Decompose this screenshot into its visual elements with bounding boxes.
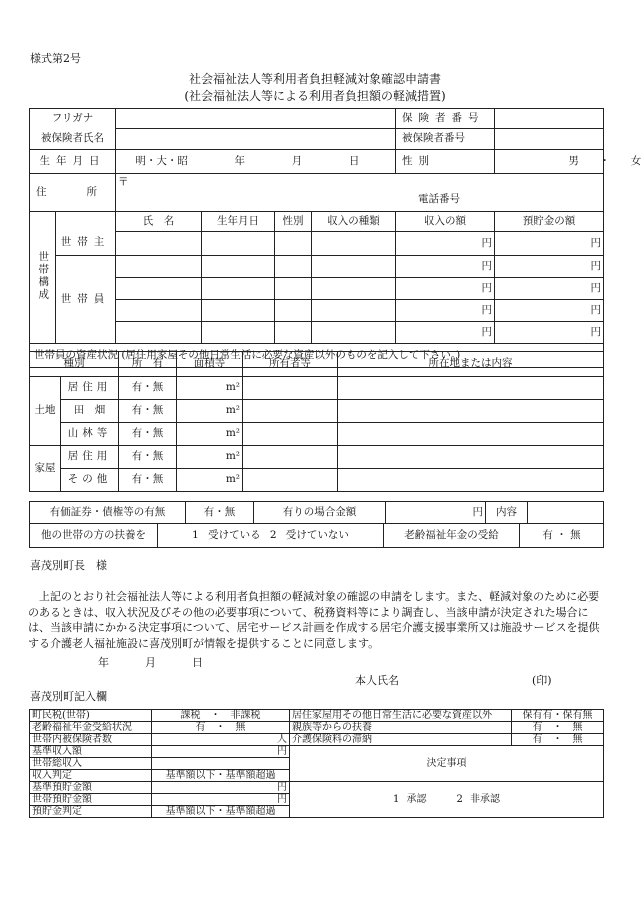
pension-options[interactable]: 有 ・ 無 xyxy=(520,524,604,548)
household-cell[interactable] xyxy=(202,278,275,300)
town-value[interactable]: 人 xyxy=(152,734,290,746)
household-header-savings: 預貯金の額 xyxy=(495,212,604,232)
household-cell[interactable] xyxy=(116,300,202,322)
address-label: 住所 xyxy=(30,174,116,212)
area-input[interactable]: m² xyxy=(177,469,243,492)
insured-number-label: 被保険者番号 xyxy=(396,129,495,150)
household-cell[interactable] xyxy=(275,232,312,256)
town-table xyxy=(29,709,604,818)
area-input[interactable]: m² xyxy=(177,400,243,423)
pension-label: 老齢福祉年金の受給 xyxy=(384,524,520,548)
household-cell[interactable] xyxy=(275,256,312,278)
household-head-label: 世帯主 xyxy=(56,232,116,256)
seal-mark: (印) xyxy=(532,674,552,687)
dob-label: 生年月日 xyxy=(30,150,116,174)
town-value2[interactable]: 保有有・保有無 xyxy=(512,710,604,722)
owner-input[interactable] xyxy=(243,400,338,423)
insured-number-input[interactable] xyxy=(495,129,604,150)
town-value[interactable]: 円 xyxy=(152,746,290,758)
area-input[interactable]: m² xyxy=(177,423,243,446)
securities-table xyxy=(29,501,604,524)
town-value2[interactable]: 有 ・ 無 xyxy=(512,734,604,746)
savings-yen[interactable]: 円 xyxy=(495,278,604,300)
securities-amount-label: 有りの場合金額 xyxy=(254,502,386,524)
household-cell[interactable] xyxy=(312,256,396,278)
household-cell[interactable] xyxy=(202,322,275,344)
town-label: 基準預貯金額 xyxy=(30,782,152,794)
address-input[interactable] xyxy=(116,174,604,212)
household-cell[interactable] xyxy=(312,322,396,344)
town-value[interactable]: 基準額以下・基準額超過 xyxy=(152,806,290,818)
town-label: 世帯総収入 xyxy=(30,758,152,770)
decision-label: 決定事項 xyxy=(290,746,604,782)
household-section-label: 世帯構成 xyxy=(30,212,56,344)
building-label: 家屋 xyxy=(30,446,61,492)
income-yen[interactable]: 円 xyxy=(396,300,495,322)
securities-amount-input[interactable]: 円 xyxy=(386,502,486,524)
town-label: 世帯預貯金額 xyxy=(30,794,152,806)
savings-yen[interactable]: 円 xyxy=(495,300,604,322)
area-input[interactable]: m² xyxy=(177,377,243,400)
household-header-name: 氏 名 xyxy=(116,212,202,232)
household-cell[interactable] xyxy=(202,232,275,256)
owner-input[interactable] xyxy=(243,377,338,400)
land-fields: 田 畑 xyxy=(61,400,119,423)
month-unit: 月 xyxy=(291,154,303,167)
furigana-label: フリガナ xyxy=(30,109,116,129)
town-label2: 親族等からの扶養 xyxy=(290,722,512,734)
ownership-option[interactable]: 有・無 xyxy=(119,446,177,469)
era-options[interactable]: 明・大・昭 xyxy=(135,154,188,167)
household-cell[interactable] xyxy=(275,322,312,344)
town-label: 基準収入額 xyxy=(30,746,152,758)
household-header-income-amount: 収入の額 xyxy=(396,212,495,232)
year-unit: 年 xyxy=(234,154,246,167)
sex-label: 性別 xyxy=(396,150,495,174)
household-cell[interactable] xyxy=(312,278,396,300)
assets-header-type: 種別 xyxy=(30,352,119,377)
ownership-option[interactable]: 有・無 xyxy=(119,469,177,492)
town-label: 町民税(世帯) xyxy=(30,710,152,722)
town-value[interactable] xyxy=(152,758,290,770)
household-cell[interactable] xyxy=(202,256,275,278)
income-yen[interactable]: 円 xyxy=(396,322,495,344)
securities-label: 有価証券・債権等の有無 xyxy=(30,502,186,524)
securities-content-input[interactable] xyxy=(528,502,604,524)
location-input[interactable] xyxy=(338,400,604,423)
town-label: 預貯金判定 xyxy=(30,806,152,818)
income-yen[interactable]: 円 xyxy=(396,232,495,256)
day-unit: 日 xyxy=(348,154,360,167)
town-label: 収入判定 xyxy=(30,770,152,782)
savings-yen[interactable]: 円 xyxy=(495,256,604,278)
postal-mark: 〒 xyxy=(118,176,129,188)
town-value[interactable]: 課税 ・ 非課税 xyxy=(152,710,290,722)
application-date[interactable]: 年 月 日 xyxy=(98,656,203,669)
savings-yen[interactable]: 円 xyxy=(495,232,604,256)
town-value[interactable]: 円 xyxy=(152,794,290,806)
household-corner xyxy=(56,212,116,232)
assets-title: 世帯員の資産状況 (居住用家屋その他日常生活に必要な資産以外のものを記入して下さい。) xyxy=(30,344,604,368)
household-cell[interactable] xyxy=(312,232,396,256)
consent-text: 上記のとおり社会福祉法人等による利用者負担額の軽減対象の確認の申請をします。また、軽減対象のために必要のあるときは、収入状況及びその他の必要事項について、税務資料等により調査し、当該申請が決定された場合には、当該申請にかかる決定事項について、居宅サービス計画を作成する居宅介護支援事業所又は施設サービスを提供する介護老人福祉施設に喜茂別町が情報を提供することに同意します。 xyxy=(28,590,600,650)
form-subtitle: (社会福祉法人等による利用者負担額の軽減措置) xyxy=(184,89,446,103)
furigana-input[interactable] xyxy=(116,109,396,129)
assets-header-ownership: 所 有 xyxy=(119,352,177,377)
town-label: 老齢福祉年金受給状況 xyxy=(30,722,152,734)
household-cell[interactable] xyxy=(275,278,312,300)
addressee: 喜茂別町長 様 xyxy=(30,559,107,572)
household-cell[interactable] xyxy=(312,300,396,322)
income-yen[interactable]: 円 xyxy=(396,256,495,278)
location-input[interactable] xyxy=(338,377,604,400)
form-title: 社会福祉法人等利用者負担軽減対象確認申請書 xyxy=(188,72,441,86)
income-yen[interactable]: 円 xyxy=(396,278,495,300)
ownership-option[interactable]: 有・無 xyxy=(119,400,177,423)
household-cell[interactable] xyxy=(202,300,275,322)
assets-header-area: 面積等 xyxy=(177,352,243,377)
decision-options[interactable]: 1 承認 2 非承認 xyxy=(290,782,604,818)
owner-input[interactable] xyxy=(243,469,338,492)
insured-name-label: 被保険者氏名 xyxy=(30,129,116,150)
town-label2: 居住家屋用その他日常生活に必要な資産以外 xyxy=(290,710,512,722)
main-form-table xyxy=(29,108,641,368)
owner-input[interactable] xyxy=(243,423,338,446)
household-header-dob: 生年月日 xyxy=(202,212,275,232)
sex-female[interactable]: 女 xyxy=(630,154,641,167)
dob-field[interactable] xyxy=(116,150,396,174)
land-forest: 山林等 xyxy=(61,423,119,446)
household-cell[interactable] xyxy=(275,300,312,322)
town-value[interactable]: 有 ・ 無 xyxy=(152,722,290,734)
household-cell[interactable] xyxy=(116,278,202,300)
support-table xyxy=(29,523,604,548)
savings-yen[interactable]: 円 xyxy=(495,322,604,344)
assets-header-owner: 所有者等 xyxy=(243,352,338,377)
assets-header-location: 所在地または内容 xyxy=(338,352,604,377)
insured-name-input[interactable] xyxy=(116,129,396,150)
ownership-option[interactable]: 有・無 xyxy=(119,377,177,400)
insurer-number-label: 保険者番号 xyxy=(396,109,495,129)
sex-male[interactable]: 男 xyxy=(568,154,579,167)
household-cell[interactable] xyxy=(116,322,202,344)
town-value2[interactable]: 有 ・ 無 xyxy=(512,722,604,734)
sex-options[interactable]: 男 ・ 女 xyxy=(495,150,604,174)
securities-ownership[interactable]: 有・無 xyxy=(186,502,254,524)
phone-label: 電話番号 xyxy=(418,193,461,205)
building-other: その他 xyxy=(61,469,119,492)
insurer-number-input[interactable] xyxy=(495,109,604,129)
town-value[interactable]: 円 xyxy=(152,782,290,794)
securities-content-label: 内容 xyxy=(486,502,528,524)
household-header-sex: 性別 xyxy=(275,212,312,232)
building-residential: 居住用 xyxy=(61,446,119,469)
land-label: 土地 xyxy=(30,377,61,446)
assets-table xyxy=(29,351,604,492)
town-label2: 介護保険料の滞納 xyxy=(290,734,512,746)
support-options[interactable]: 1 受けている 2 受けていない xyxy=(158,524,384,548)
town-label: 世帯内被保険者数 xyxy=(30,734,152,746)
support-label: 他の世帯の方の扶養を xyxy=(30,524,158,548)
town-section-heading: 喜茂別町記入欄 xyxy=(30,690,107,703)
owner-input[interactable] xyxy=(243,446,338,469)
location-input[interactable] xyxy=(338,446,604,469)
household-member-label: 世帯員 xyxy=(56,256,116,344)
household-header-income-type: 収入の種類 xyxy=(312,212,396,232)
household-cell[interactable] xyxy=(116,256,202,278)
area-input[interactable]: m² xyxy=(177,446,243,469)
signer-label: 本人氏名 xyxy=(355,674,399,687)
household-cell[interactable] xyxy=(116,232,202,256)
town-value[interactable]: 基準額以下・基準額超過 xyxy=(152,770,290,782)
form-number: 様式第2号 xyxy=(30,52,81,65)
location-input[interactable] xyxy=(338,423,604,446)
location-input[interactable] xyxy=(338,469,604,492)
land-residential: 居住用 xyxy=(61,377,119,400)
ownership-option[interactable]: 有・無 xyxy=(119,423,177,446)
